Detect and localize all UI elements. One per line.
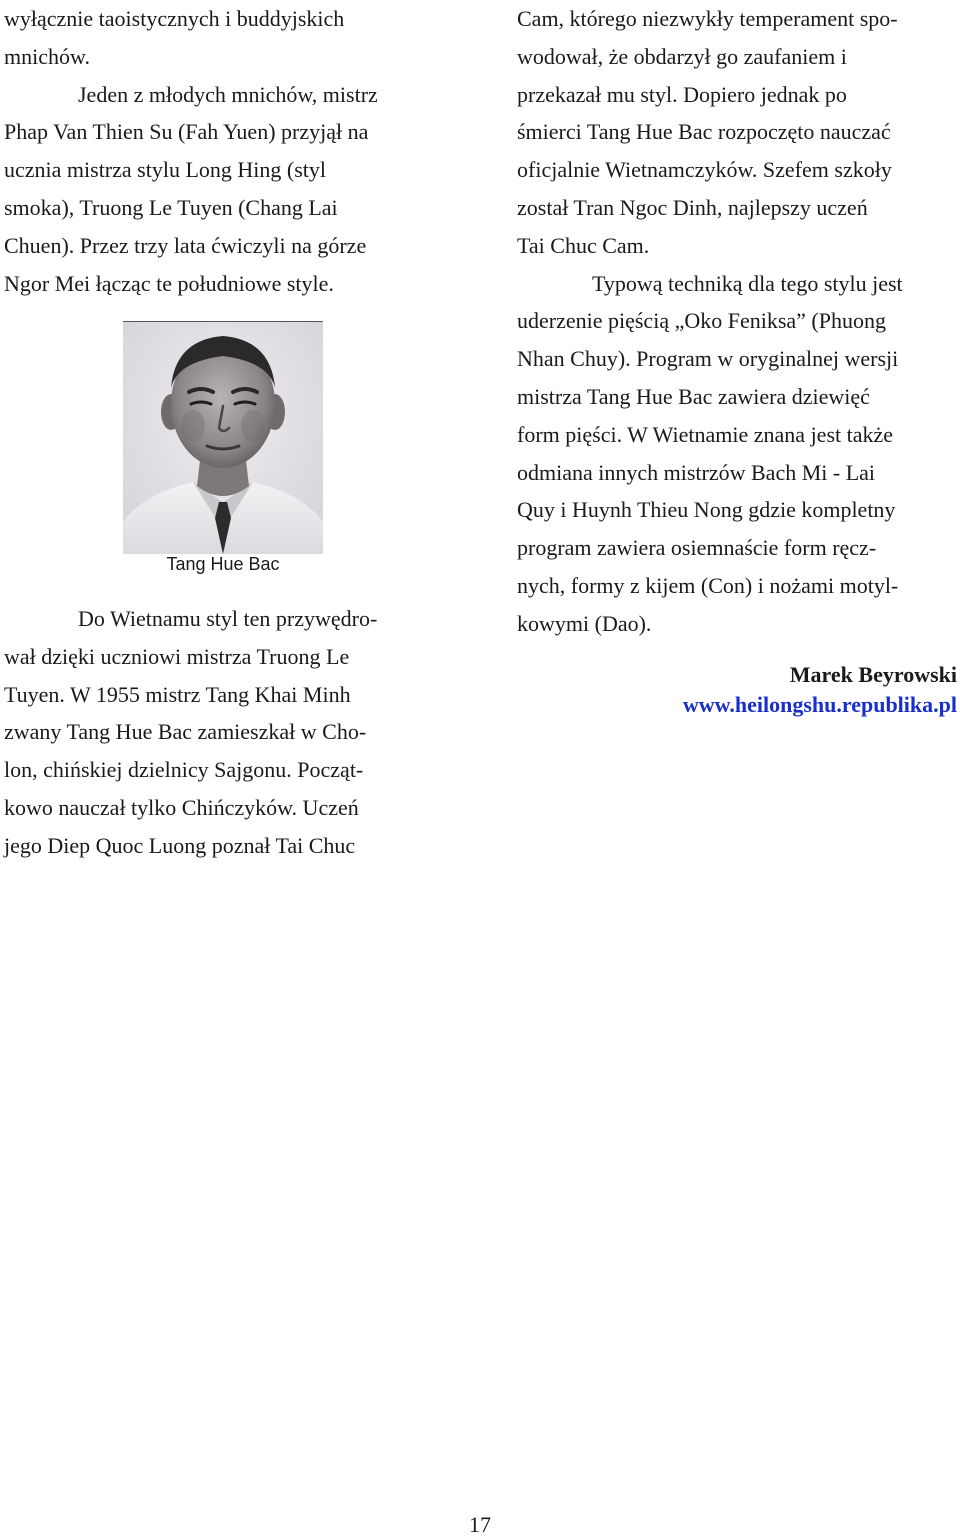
left-column-top bbox=[4, 0, 434, 302]
text-line: odmiana innych mistrzów Bach Mi - Lai bbox=[517, 459, 876, 485]
text-line: mistrza Tang Hue Bac zawiera dziewięć bbox=[517, 383, 870, 409]
text-line: Nhan Chuy). Program w oryginalnej wersji bbox=[517, 346, 899, 372]
portrait-illustration bbox=[123, 322, 323, 554]
text-line: lon, chińskiej dzielnicy Sajgonu. Począt- bbox=[4, 757, 364, 783]
page-number: 17 bbox=[469, 1512, 491, 1537]
text-line: jego Diep Quoc Luong poznał Tai Chuc bbox=[4, 832, 356, 858]
text-line: Jeden z młodych mnichów, mistrz bbox=[78, 81, 378, 107]
right-column bbox=[517, 0, 957, 643]
text-line: zwany Tang Hue Bac zamieszkał w Cho- bbox=[4, 719, 367, 745]
text-line: śmierci Tang Hue Bac rozpoczęto nauczać bbox=[517, 119, 891, 145]
signature-block bbox=[517, 660, 957, 720]
left-column-bottom bbox=[4, 600, 434, 865]
text-line: Tai Chuc Cam. bbox=[517, 232, 650, 258]
text-line: form pięści. W Wietnamie znana jest także bbox=[517, 421, 894, 447]
text-line: uderzenie pięścią „Oko Feniksa” (Phuong bbox=[517, 308, 886, 334]
photo-caption: Tang Hue Bac bbox=[166, 554, 280, 574]
text-line: smoka), Truong Le Tuyen (Chang Lai bbox=[4, 194, 338, 220]
text-line: Phap Van Thien Su (Fah Yuen) przyjął na bbox=[4, 119, 369, 145]
text-line: Ngor Mei łącząc te południowe style. bbox=[4, 270, 334, 296]
text-line: kowymi (Dao). bbox=[517, 610, 652, 636]
text-line: Chuen). Przez trzy lata ćwiczyli na górze bbox=[4, 232, 367, 258]
text-line: Do Wietnamu styl ten przywędro- bbox=[78, 606, 378, 631]
text-line: przekazał mu styl. Dopiero jednak po bbox=[517, 81, 847, 107]
text-line: Tuyen. W 1955 mistrz Tang Khai Minh bbox=[4, 681, 351, 707]
text-line: oficjalnie Wietnamczyków. Szefem szkoły bbox=[517, 157, 892, 183]
text-line: Quy i Huynh Thieu Nong gdzie kompletny bbox=[517, 497, 896, 523]
text-line: Typową techniką dla tego stylu jest bbox=[592, 270, 903, 296]
text-line: został Tran Ngoc Dinh, najlepszy uczeń bbox=[517, 194, 868, 220]
text-line: Cam, którego niezwykły temperament spo- bbox=[517, 6, 898, 31]
text-line: nych, formy z kijem (Con) i nożami motyl- bbox=[517, 572, 899, 598]
text-line: program zawiera osiemnaście form ręcz- bbox=[517, 535, 877, 561]
text-line: wał dzięki uczniowi mistrza Truong Le bbox=[4, 643, 350, 669]
text-line: ucznia mistrza stylu Long Hing (styl bbox=[4, 157, 326, 183]
text-line: wyłącznie taoistycznych i buddyjskich bbox=[4, 6, 345, 31]
text-line: kowo nauczał tylko Chińczyków. Uczeń bbox=[4, 794, 359, 820]
website-link[interactable]: www.heilongshu.republika.pl bbox=[682, 692, 957, 717]
text-line: mnichów. bbox=[4, 43, 90, 69]
portrait-photo bbox=[123, 321, 323, 554]
text-line: wodował, że obdarzył go zaufaniem i bbox=[517, 43, 847, 69]
author-name: Marek Beyrowski bbox=[789, 662, 957, 687]
